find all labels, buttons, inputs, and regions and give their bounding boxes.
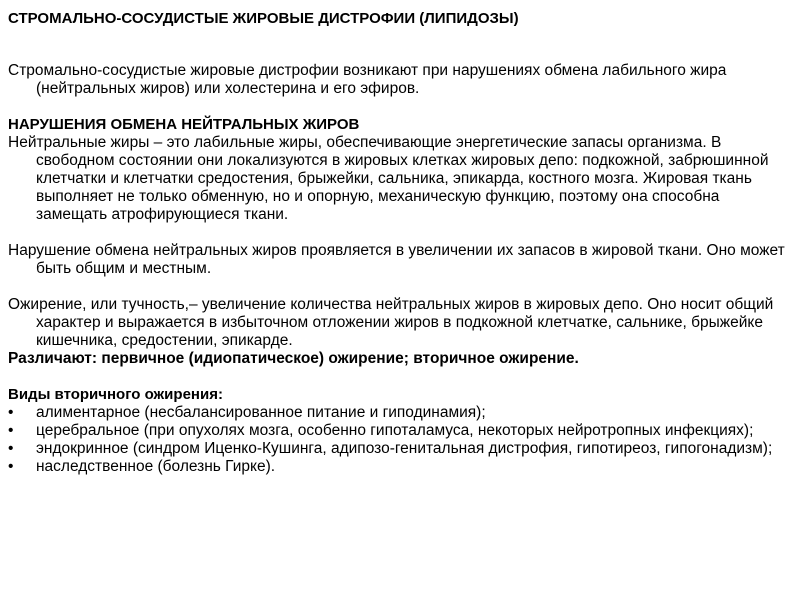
bullet-icon: • <box>8 404 14 421</box>
section-heading: НАРУШЕНИЯ ОБМЕНА НЕЙТРАЛЬНЫХ ЖИРОВ <box>8 116 360 133</box>
list-item <box>8 422 788 440</box>
list-item-text: наследственное (болезнь Гирке). <box>36 458 276 475</box>
paragraph-obesity: Ожирение, или тучность,– увеличение количества нейтральных жиров в жировых депо. Оно носит общий характер и выражается в избыточном отложении жиров в подкожной клетчатке, сальнике, брыжейке кишечника, средостении, эпикарде. <box>8 296 774 349</box>
list-item <box>8 404 788 422</box>
distinguish-line: Различают: первичное (идиопатическое) ожирение; вторичное ожирение. <box>8 350 579 367</box>
list-item <box>8 440 788 458</box>
list-item-text: эндокринное (синдром Иценко-Кушинга, адипозо-генитальная дистрофия, гипотиреоз, гипогонадизм); <box>36 440 773 457</box>
paragraph-metabolism-disorder: Нарушение обмена нейтральных жиров проявляется в увеличении их запасов в жировой ткани. Оно может быть общим и местным. <box>8 242 785 277</box>
list-item <box>8 458 788 476</box>
bullet-icon: • <box>8 422 14 439</box>
bullet-icon: • <box>8 458 14 475</box>
paragraph-neutral-fats: Нейтральные жиры – это лабильные жиры, обеспечивающие энергетические запасы организма. В свободном состоянии они локализуются в жировых клетках жировых депо: подкожной, забрюшинной клетчатки и клетчатки средостения, брыжейки, сальника, эпикарда, костного мозга. Жировая ткань выполняет не только обменную, но и опорную, механическую функцию, поэтому она способна замещать атрофирующиеся ткани. <box>8 134 769 223</box>
types-heading: Виды вторичного ожирения: <box>8 386 223 403</box>
list-item-text: церебральное (при опухолях мозга, особенно гипоталамуса, некоторых нейротропных инфекциях); <box>36 422 754 439</box>
slide-title: СТРОМАЛЬНО-СОСУДИСТЫЕ ЖИРОВЫЕ ДИСТРОФИИ (ЛИПИДОЗЫ) <box>8 10 519 27</box>
slide-content <box>8 62 788 476</box>
list-item-text: алиментарное (несбалансированное питание и гиподинамия); <box>36 404 486 421</box>
types-list <box>8 404 788 476</box>
intro-paragraph: Стромально-сосудистые жировые дистрофии возникают при нарушениях обмена лабильного жира (нейтральных жиров) или холестерина и его эфиров. <box>8 62 727 97</box>
bullet-icon: • <box>8 440 14 457</box>
